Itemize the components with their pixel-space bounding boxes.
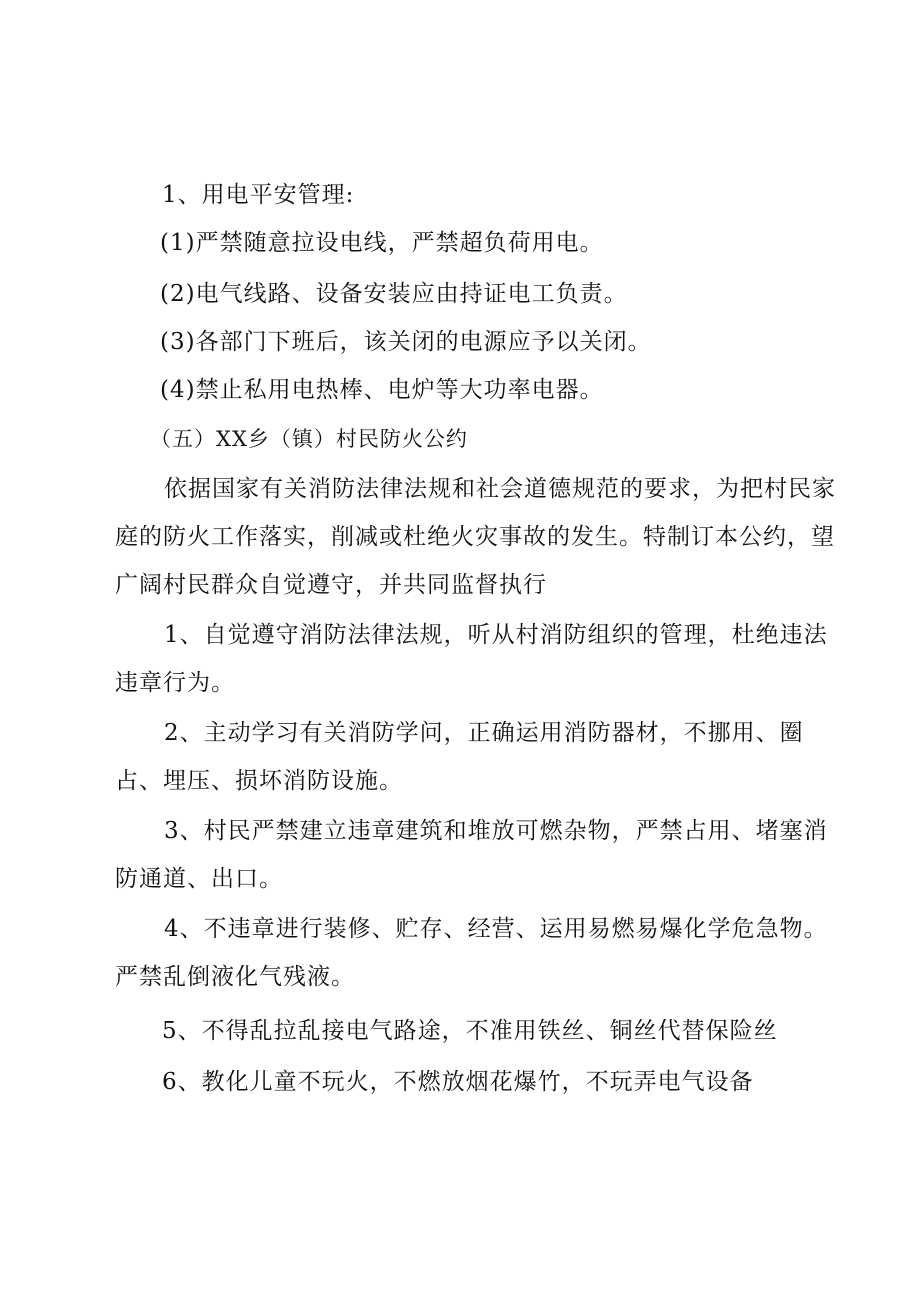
section-title-fire-covenant: （五）XX乡（镇）村民防火公约 xyxy=(150,427,468,451)
rule-5-line-1: 5、不得乱拉乱接电气路途，不准用铁丝、铜丝代替保险丝 xyxy=(162,1018,778,1044)
rule-3-line-1: 3、村民严禁建立违章建筑和堆放可燃杂物，严禁占用、堵塞消 xyxy=(164,818,828,844)
rule-1-line-1: 1、自觉遵守消防法律法规，听从村消防组织的管理，杜绝违法 xyxy=(164,622,828,648)
rule-6-line-1: 6、教化儿童不玩火，不燃放烟花爆竹，不玩弄电气设备 xyxy=(162,1069,754,1095)
electrical-safety-item-2: (2)电气线路、设备安装应由持证电工负责。 xyxy=(160,281,628,307)
intro-line-3: 广阔村民群众自觉遵守，并共同监督执行 xyxy=(115,572,547,598)
section-heading-electrical-safety: 1、用电平安管理: xyxy=(162,182,355,208)
rule-2-line-1: 2、主动学习有关消防学问，正确运用消防器材，不挪用、圈 xyxy=(164,720,804,746)
intro-line-2: 庭的防火工作落实，削减或杜绝火灾事故的发生。特制订本公约，望 xyxy=(115,524,835,550)
electrical-safety-item-4: (4)禁止私用电热棒、电炉等大功率电器。 xyxy=(160,377,604,403)
rule-4-line-1: 4、不违章进行装修、贮存、经营、运用易燃易爆化学危急物。 xyxy=(164,916,828,942)
rule-4-line-2: 严禁乱倒液化气残液。 xyxy=(115,964,355,990)
rule-1-line-2: 违章行为。 xyxy=(115,670,235,696)
rule-2-line-2: 占、埋压、损坏消防设施。 xyxy=(115,768,403,794)
electrical-safety-item-3: (3)各部门下班后，该关闭的电源应予以关闭。 xyxy=(160,329,652,355)
intro-line-1: 依据国家有关消防法律法规和社会道德规范的要求，为把村民家 xyxy=(164,476,836,502)
rule-3-line-2: 防通道、出口。 xyxy=(115,866,283,892)
electrical-safety-item-1: (1)严禁随意拉设电线，严禁超负荷用电。 xyxy=(160,230,604,256)
